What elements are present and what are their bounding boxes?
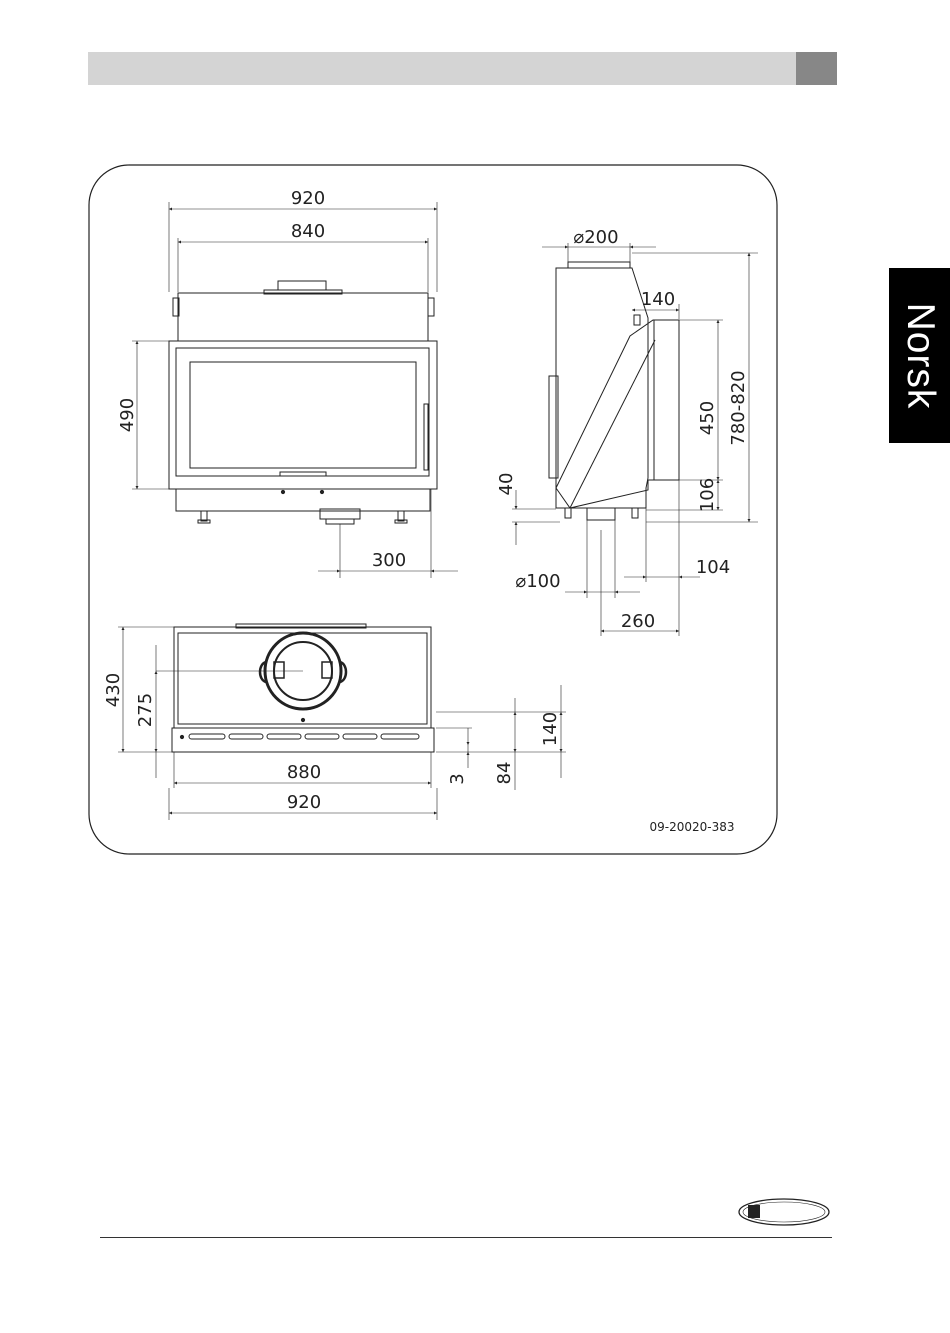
dovre-logo (738, 1197, 830, 1227)
front-width-inner-label: 840 (290, 221, 326, 242)
drawing-border (89, 165, 777, 854)
side-height-total-label: 780-820 (728, 370, 749, 446)
footer-divider (100, 1237, 832, 1238)
top-width-920-label: 920 (286, 792, 322, 813)
top-width-880-label: 880 (286, 762, 322, 783)
top-depth-275-label: 275 (135, 692, 156, 728)
side-flue-bottom-label: ⌀100 (515, 571, 561, 592)
side-depth-104-label: 104 (695, 557, 731, 578)
top-dim-84-label: 84 (494, 761, 515, 785)
front-height-label: 490 (117, 397, 138, 433)
front-width-outer-label: 920 (290, 188, 326, 209)
top-view (118, 624, 566, 820)
top-depth-430-label: 430 (103, 672, 124, 708)
side-flue-top-label: ⌀200 (573, 227, 619, 248)
side-height-450-label: 450 (697, 400, 718, 436)
top-dim-140-label: 140 (540, 711, 561, 747)
front-offset-label: 300 (371, 550, 407, 571)
side-bottom-106-label: 106 (697, 477, 718, 513)
side-top-offset-label: 140 (640, 289, 676, 310)
front-view (132, 202, 458, 578)
language-tab-label: Norsk (898, 302, 942, 409)
drawing-code: 09-20020-383 (649, 820, 735, 834)
side-depth-260-label: 260 (620, 611, 656, 632)
side-leg-label: 40 (496, 472, 517, 496)
top-dim-3-label: 3 (447, 773, 468, 785)
